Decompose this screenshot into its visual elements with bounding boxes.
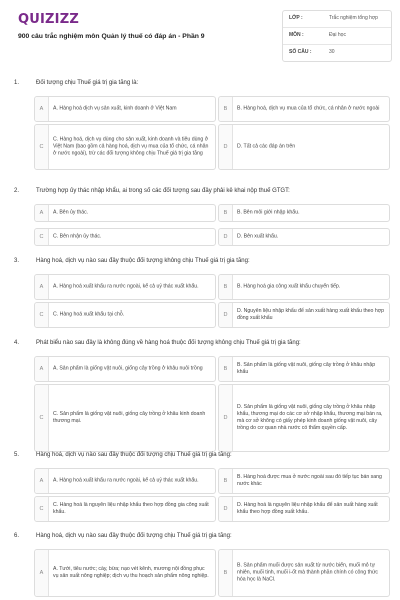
worksheet-header [0, 0, 400, 68]
option-b[interactable] [218, 274, 390, 300]
option-text: D. Sản phẩm là giống vật nuôi, giống cây trồng ở khâu nhập khẩu, thương mại do các cơ sở nhập khẩu, thương mại bán ra, mà cơ sở không có giấy phép kinh doanh giống vật nuôi, cây trồng do cơ quan nhà nước có thẩm quyền cấp. [237, 404, 383, 431]
option-a[interactable] [34, 274, 216, 300]
option-d[interactable] [218, 228, 390, 246]
option-letter: B [219, 469, 233, 493]
quizizz-logo: QUIZIZZ [18, 12, 79, 27]
question-text: Trường hợp ủy thác nhập khẩu, ai trong số các đối tượng sau đây phải kê khai nộp thuế GTGT: [36, 188, 290, 194]
option-letter: B [219, 357, 233, 381]
question-text: Hàng hoá, dịch vụ nào sau đây thuộc đối tượng chịu Thuế giá trị gia tăng: [36, 452, 232, 458]
option-text: A. Bên ủy thác. [53, 209, 89, 216]
option-a[interactable] [34, 468, 216, 494]
question-text: Phát biểu nào sau đây là không đúng về hàng hoá thuộc đối tượng không chịu Thuế giá trị gia tăng: [36, 340, 301, 346]
option-letter: C [35, 303, 49, 327]
meta-key: LỚP : [289, 15, 303, 21]
question-number: 1. [14, 80, 20, 86]
meta-row-subject [283, 28, 391, 45]
option-a[interactable] [34, 549, 216, 597]
option-a[interactable] [34, 356, 216, 382]
question-text: Hàng hoá, dịch vụ nào sau đây thuộc đối tượng chịu Thuế giá trị gia tăng: [36, 533, 232, 539]
option-c[interactable] [34, 302, 216, 328]
option-letter: A [35, 469, 49, 493]
option-text: A. Hàng hoá xuất khẩu ra nước ngoài, kể cả uỷ thác xuất khẩu. [53, 477, 199, 484]
option-text: D. Hàng hoá là nguyên liệu nhập khẩu để sản xuất hàng xuất khẩu theo hợp đồng xuất khẩu. [237, 502, 378, 515]
option-text: C. Hàng hoá, dịch vụ dùng cho sản xuất, kinh doanh và tiêu dùng ở Việt Nam (bao gồm cả hàng hoá, dịch vụ mua của tổ chức, cá nhân ở nước ngoài), trừ các đối tượng không chịu Thuế giá trị gia tăng [53, 136, 209, 157]
option-text: B. Sản phẩm muối được sản xuất từ nước biển, muối mỏ tự nhiên, muối tinh, muối i-ốt mà thành phần chính có công thức hóa học là NaCl. [237, 562, 379, 583]
option-text: D. Bên xuất khẩu. [237, 233, 279, 240]
option-a[interactable] [34, 204, 216, 222]
page-title: 900 câu trắc nghiệm môn Quản lý thuế có đáp án - Phần 9 [18, 33, 205, 40]
option-letter: C [35, 229, 49, 245]
option-text: C. Hàng hoá xuất khẩu tại chỗ. [53, 311, 125, 318]
question-number: 6. [14, 533, 20, 539]
option-text: B. Hàng hoá gia công xuất khẩu chuyển tiếp. [237, 283, 341, 290]
option-text: B. Bên môi giới nhập khẩu. [237, 209, 300, 216]
option-letter: B [219, 550, 233, 596]
option-text: D. Tất cả các đáp án trên [237, 143, 296, 150]
meta-key: SỐ CÂU : [289, 49, 312, 55]
meta-row-class [283, 11, 391, 28]
option-text: D. Nguyên liệu nhập khẩu để sản xuất hàng xuất khẩu theo hợp đồng xuất khẩu [237, 308, 385, 321]
option-text: B. Hàng hoá được mua ở nước ngoài sau đó tiếp tục bán sang nước khác [237, 474, 382, 487]
question-number: 5. [14, 452, 20, 458]
option-text: C. Sản phẩm là giống vật nuôi, giống cây trồng ở khâu kinh doanh thương mại. [53, 411, 206, 424]
option-text: C. Bên nhận ủy thác. [53, 233, 102, 240]
option-letter: C [35, 125, 49, 169]
option-letter: A [35, 205, 49, 221]
option-letter: C [35, 385, 49, 451]
option-b[interactable] [218, 96, 390, 122]
option-text: A. Sản phẩm là giống vật nuôi, giống cây trồng ở khâu nuôi trồng [53, 365, 203, 372]
option-letter: B [219, 97, 233, 121]
option-text: A. Hàng hoá dịch vụ sản xuất, kinh doanh ở Việt Nam [53, 105, 177, 112]
option-letter: D [219, 497, 233, 521]
option-c[interactable] [34, 124, 216, 170]
option-letter: A [35, 275, 49, 299]
question-text: Đối tượng chịu Thuế giá trị gia tăng là: [36, 80, 139, 86]
meta-value: Trắc nghiệm tổng hợp [329, 15, 378, 21]
option-d[interactable] [218, 302, 390, 328]
option-b[interactable] [218, 468, 390, 494]
meta-key: MÔN : [289, 32, 304, 38]
option-letter: A [35, 97, 49, 121]
question-number: 4. [14, 340, 20, 346]
meta-value: 30 [329, 49, 335, 55]
option-a[interactable] [34, 96, 216, 122]
option-letter: B [219, 275, 233, 299]
option-letter: A [35, 357, 49, 381]
option-b[interactable] [218, 204, 390, 222]
option-letter: D [219, 125, 233, 169]
option-d[interactable] [218, 124, 390, 170]
option-letter: D [219, 229, 233, 245]
option-letter: D [219, 303, 233, 327]
option-text: A. Tưới, tiêu nước; cày, bừa; nạo vét kênh, mương nội đồng phục vụ sản xuất nông nghiệp; dịch vụ thu hoạch sản phẩm nông nghiệp. [53, 566, 209, 579]
question-text: Hàng hoá, dịch vụ nào sau đây thuộc đối tượng không chịu Thuế giá trị gia tăng: [36, 258, 250, 264]
question-number: 2. [14, 188, 20, 194]
option-letter: C [35, 497, 49, 521]
option-c[interactable] [34, 228, 216, 246]
option-text: B. Hàng hoá, dịch vụ mua của tổ chức, cá nhân ở nước ngoài [237, 105, 380, 112]
option-c[interactable] [34, 384, 216, 452]
meta-box [282, 10, 392, 62]
option-d[interactable] [218, 496, 390, 522]
option-letter: A [35, 550, 49, 596]
option-text: C. Hàng hoá là nguyên liệu nhập khẩu theo hợp đồng gia công xuất khẩu. [53, 502, 209, 515]
option-c[interactable] [34, 496, 216, 522]
option-b[interactable] [218, 549, 390, 597]
option-text: B. Sản phẩm là giống vật nuôi, giống cây trồng ở khâu nhập khẩu [237, 362, 376, 375]
meta-row-count [283, 45, 391, 61]
meta-value: Đại học [329, 32, 346, 38]
option-d[interactable] [218, 384, 390, 452]
option-b[interactable] [218, 356, 390, 382]
option-letter: D [219, 385, 233, 451]
question-number: 3. [14, 258, 20, 264]
option-letter: B [219, 205, 233, 221]
option-text: A. Hàng hoá xuất khẩu ra nước ngoài, kể cả uỷ thác xuất khẩu. [53, 283, 199, 290]
